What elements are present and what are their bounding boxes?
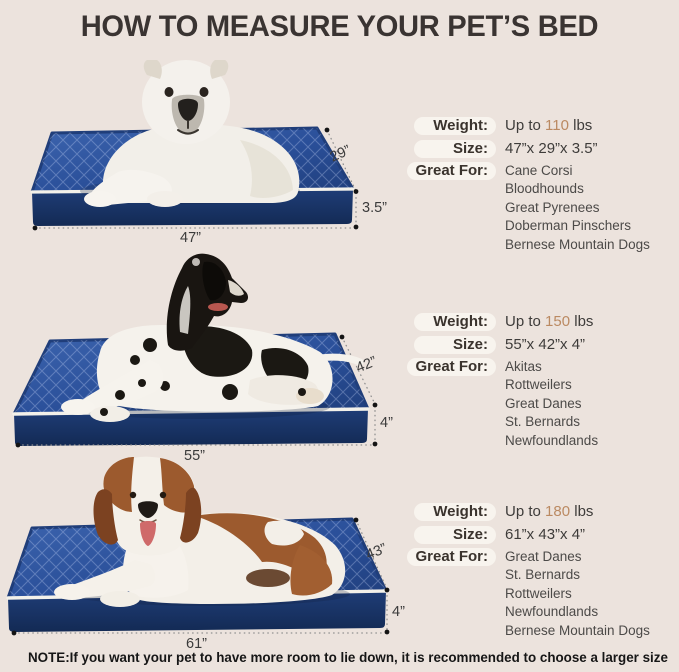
great-for-label: Great For: — [407, 548, 496, 566]
note-text: NOTE:If you want your pet to have more room to lie down, it is recommended to choose a larger size — [28, 650, 668, 665]
breed-item: Rottweilers — [505, 585, 572, 601]
breed-item: Great Danes — [505, 549, 582, 564]
weight-row — [404, 503, 676, 521]
st-bernard-illustration — [54, 457, 350, 607]
breed-item: Akitas — [505, 359, 542, 374]
breed-item: Newfoundlands — [505, 604, 599, 620]
size-label: Size: — [414, 336, 496, 354]
size-label: Size: — [414, 140, 496, 158]
great-for-label: Great For: — [407, 358, 496, 376]
breed-item: Great Danes — [505, 395, 582, 411]
dim-length-small: 47” — [180, 230, 201, 246]
breed-item: Cane Corsi — [505, 163, 573, 178]
great-for-label: Great For: — [407, 162, 496, 180]
breed-item: Great Pyrenees — [505, 199, 600, 215]
dim-height-medium: 4” — [380, 415, 393, 431]
spec-panel-medium — [404, 313, 676, 450]
dim-width-large: 43” — [363, 540, 390, 564]
breed-list — [505, 162, 650, 254]
weight-value: Up to 180 lbs — [505, 503, 594, 520]
breed-item: Doberman Pinschers — [505, 218, 632, 234]
dim-width-small: 29” — [327, 142, 354, 166]
great-for-row — [404, 548, 676, 640]
breed-list — [505, 548, 650, 640]
weight-value: Up to 150 lbs — [505, 313, 594, 330]
size-value: 55”x 42”x 4” — [505, 335, 586, 353]
weight-label: Weight: — [414, 117, 496, 135]
size-value: 47”x 29”x 3.5” — [505, 139, 598, 157]
size-label: Size: — [414, 526, 496, 544]
spec-panel-large — [404, 503, 676, 640]
figure-medium-bed — [0, 250, 400, 460]
figure-large-bed — [0, 450, 400, 650]
dim-length-medium: 55” — [184, 448, 205, 464]
breed-list — [505, 358, 598, 450]
breed-item: Rottweilers — [505, 377, 572, 393]
weight-row — [404, 313, 676, 331]
dim-width-medium: 42” — [353, 353, 380, 377]
size-row — [404, 140, 676, 158]
weight-value: Up to 110 lbs — [505, 117, 593, 134]
weight-label: Weight: — [414, 503, 496, 521]
size-row — [404, 336, 676, 354]
spec-panel-small — [404, 117, 676, 254]
dim-height-small: 3.5” — [362, 200, 387, 216]
weight-row — [404, 117, 676, 135]
dim-height-large: 4” — [392, 604, 405, 620]
breed-item: St. Bernards — [505, 567, 581, 583]
breed-item: St. Bernards — [505, 414, 581, 430]
weight-label: Weight: — [414, 313, 496, 331]
breed-item: Bernese Mountain Dogs — [505, 236, 650, 252]
breed-item: Bloodhounds — [505, 181, 584, 197]
dim-length-large: 61” — [186, 636, 207, 652]
size-row — [404, 526, 676, 544]
page-title: HOW TO MEASURE YOUR PET’S BED — [80, 10, 599, 43]
breed-item: Bernese Mountain Dogs — [505, 622, 650, 638]
size-value: 61”x 43”x 4” — [505, 525, 586, 543]
breed-item: Newfoundlands — [505, 432, 599, 448]
great-for-row — [404, 162, 676, 254]
great-for-row — [404, 358, 676, 450]
